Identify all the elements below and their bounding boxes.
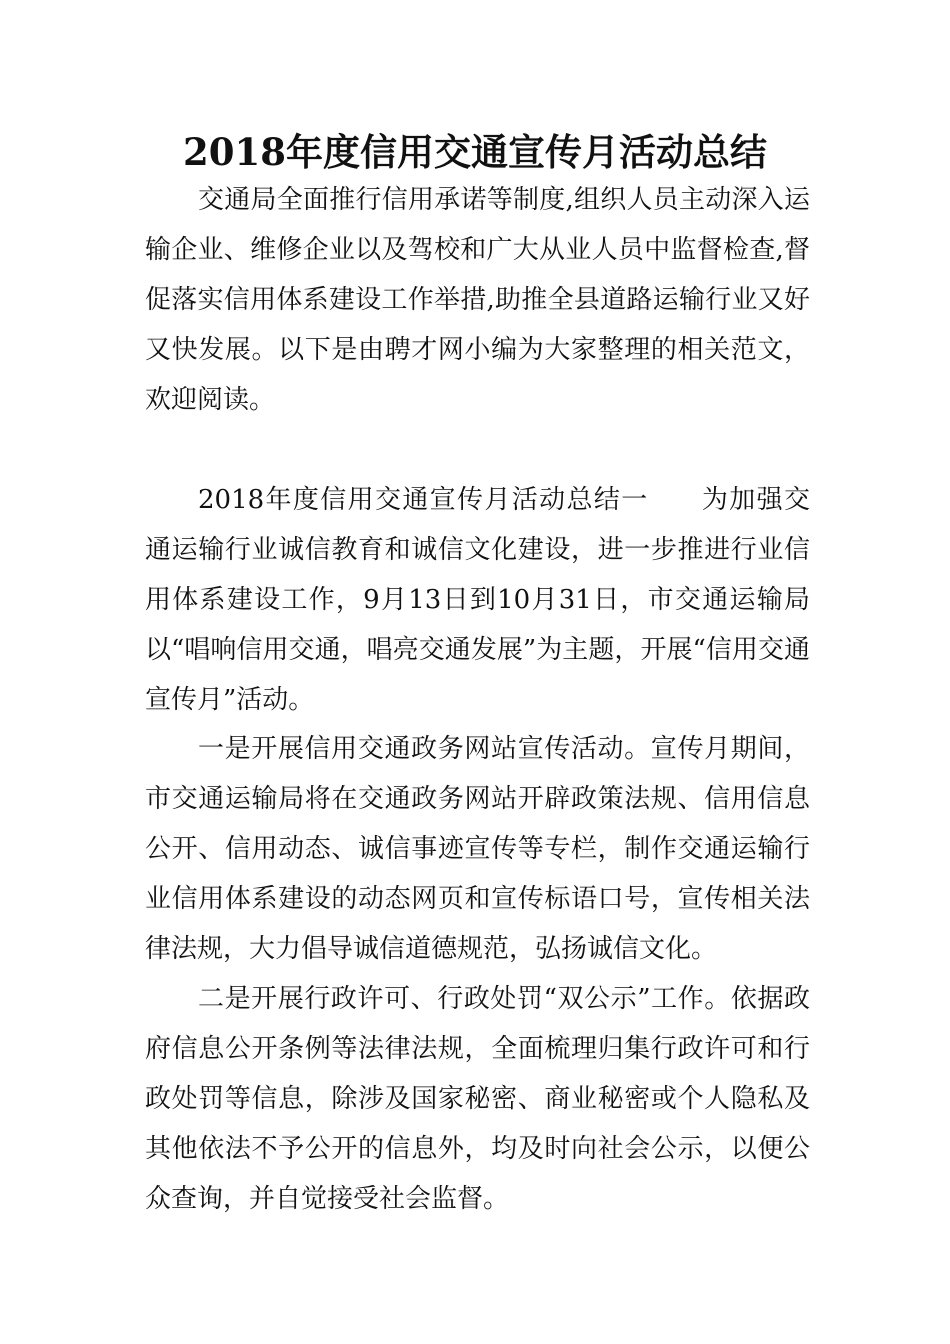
paragraph-one: 一是开展信用交通政务网站宣传活动。宣传月期间，市交通运输局将在交通政务网站开辟政策法规、信用信息公开、信用动态、诚信事迹宣传等专栏，制作交通运输行业信用体系建设的动态网页和宣传标语口号，宣传相关法律法规，大力倡导诚信道德规范，弘扬诚信文化。 bbox=[145, 734, 810, 964]
paragraph-two: 二是开展行政许可、行政处罚“双公示”工作。依据政府信息公开条例等法律法规，全面梳理归集行政许可和行政处罚等信息，除涉及国家秘密、商业秘密或个人隐私及其他依法不予公开的信息外，均及时向社会公示，以便公众查询，并自觉接受社会监督。 bbox=[145, 984, 810, 1214]
section-body: 为加强交通运输行业诚信教育和诚信文化建设，进一步推进行业信用体系建设工作，9月13日到10月31日，市交通运输局以“唱响信用交通，唱亮交通发展”为主题，开展“信用交通宣传月”活动。 bbox=[145, 485, 810, 715]
section-heading: 2018年度信用交通宣传月活动总结一 bbox=[198, 485, 649, 515]
intro-paragraph: 交通局全面推行信用承诺等制度,组织人员主动深入运输企业、维修企业以及驾校和广大从业人员中监督检查,督促落实信用体系建设工作举措,助推全县道路运输行业又好又快发展。以下是由聘才网小编为大家整理的相关范文，欢迎阅读。 bbox=[145, 185, 810, 415]
section-one-paragraph bbox=[145, 475, 810, 725]
document-title: 2018年度信用交通宣传月活动总结 bbox=[183, 130, 767, 174]
